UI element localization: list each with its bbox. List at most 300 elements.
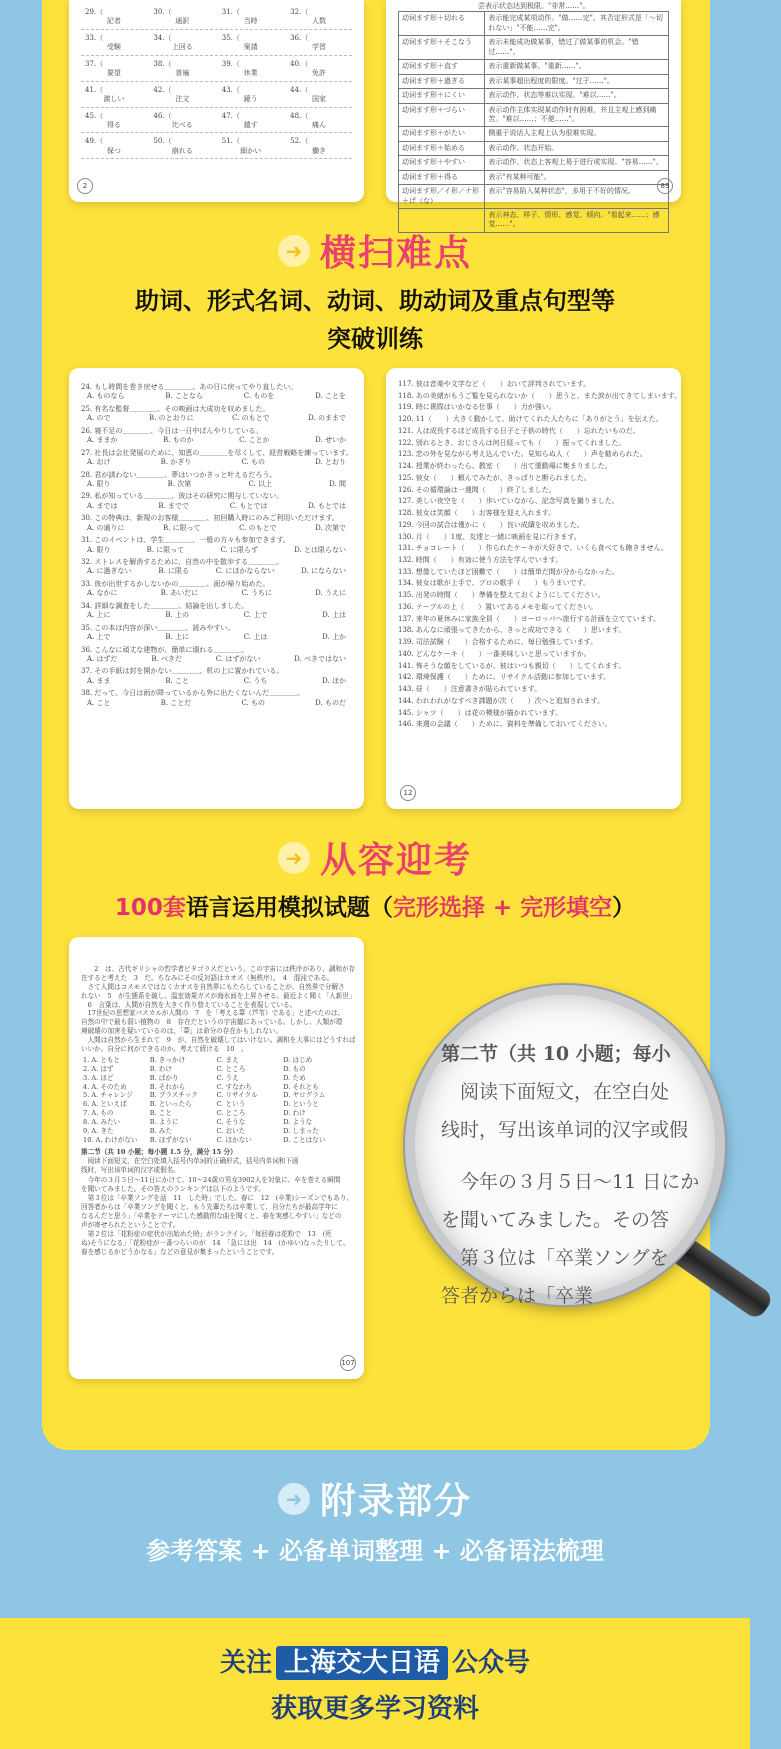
option: A. 限り: [87, 545, 111, 554]
vocab-word: 激しい: [103, 95, 125, 104]
option: C. そうな: [216, 1118, 246, 1127]
magnified-line: 答者からは「卒業: [441, 1285, 594, 1307]
option: D. それとも: [283, 1082, 319, 1091]
question-text: 136. テーブルの上（ ）置いてあるメモを取ってください。: [398, 602, 598, 611]
vocab-word: 休業: [243, 69, 258, 78]
page-number: 107: [340, 1355, 356, 1371]
vocab-word: 通訳: [175, 17, 190, 26]
grid-number-row: [81, 60, 352, 69]
blank-number: 40.（: [290, 59, 309, 68]
question-text: 134. 彼女は歌が上手で、プロの歌手（ ）もうまいです。: [398, 579, 591, 588]
option: A. の通りに: [87, 523, 125, 532]
instruction-line: 线时，写出该单词的汉字或假名。: [81, 1165, 180, 1174]
option: 5. A. チャレンジ: [83, 1091, 133, 1100]
blank-number: 44.（: [290, 85, 309, 94]
option: D. べきではない: [294, 654, 346, 663]
passage-line: 6 言葉は、人間が自然を大きく作り替えていることを表現している。: [81, 1000, 297, 1009]
vocab-word: 要望: [106, 69, 121, 78]
grid-number-row: [81, 86, 352, 95]
grammar-meaning: 表示某事超出程度的限度。"过于……"。: [485, 74, 669, 88]
question-text: 129. 今回の試合は僅かに（ ）良い成績を収めました。: [398, 520, 584, 529]
option-row: [81, 546, 352, 555]
table-row: [399, 170, 669, 184]
option: A. おけ: [87, 458, 111, 467]
option-row: [81, 1056, 352, 1065]
grid-answer-row: [81, 17, 352, 29]
question-text: 25. 有名な監督＿＿＿＿、その映画は大成功を収めました。: [81, 404, 270, 413]
question-text: 36. こんなに頑丈な建物が、簡単に壊れる＿＿＿＿。: [81, 645, 249, 654]
blank-number: 41.（: [85, 85, 104, 94]
option: B. ものか: [163, 436, 194, 445]
grammar-pattern: 动词ます形＋得る: [399, 170, 485, 184]
option: C. ものを: [243, 392, 275, 401]
passage-line: 春を感じるかどうかなる」などの意見が集まったということです。: [81, 1247, 279, 1256]
option: D. ため: [283, 1073, 306, 1082]
option: D. にならない: [301, 567, 346, 576]
table-row: [399, 156, 669, 170]
grammar-meaning: 表示能完成某项动作。"做……完"。其否定形式是「～切れない」"不能……完"。: [485, 12, 669, 36]
option: C. うちに: [241, 589, 272, 598]
option-row: [81, 589, 352, 598]
option: B. 次第: [167, 479, 192, 488]
option: B. ことだ: [160, 698, 192, 707]
option: C. うえ: [216, 1073, 239, 1082]
blank-number: 29.（: [85, 8, 104, 16]
passage-line: 回答者からは「卒業ソングを聞くと、もう先輩たちは卒業して、自分たちが最高学年に: [81, 1203, 338, 1212]
option: B. みた: [149, 1127, 172, 1136]
option: C. ところ: [216, 1109, 246, 1118]
vocab-word: 普遍: [175, 69, 190, 78]
vocab-word: 得る: [106, 120, 121, 129]
grammar-pattern: 动词ます形＋切れる: [399, 12, 485, 36]
vocab-word: 細かい: [240, 146, 262, 155]
passage-line: れない 5 が生態系を破し、温室効果ガスが海水面を上昇させる。最近よく聞く「人新世」: [81, 991, 356, 1000]
option-row: [81, 436, 352, 445]
question-text: 34. 詳細な調査をした＿＿＿＿、結論を出しました。: [81, 601, 249, 610]
question-text: 35. この本は内容が深い＿＿＿＿、読みやすい。: [81, 623, 235, 632]
passage-line: 今年の３月５日～11日にかけて、10～24歳の男女3902人を対象に、卒を巻える瞬間: [81, 1176, 341, 1185]
blank-number: 35.（: [221, 33, 240, 42]
subtitle-highlight: 完形选择 + 完形填空: [392, 895, 613, 921]
option: D. もとでは: [308, 501, 346, 510]
vocab-word: 免許: [312, 69, 327, 78]
question-text: 145. シャツ（ ）は花の模様が描かれています。: [398, 708, 563, 717]
option-row: [81, 1127, 352, 1136]
question-text: 141. 怖そうな顔をしているが、彼はいつも親切（ ）してくれます。: [398, 661, 626, 670]
grid-number-row: [81, 112, 352, 121]
vocab-word: 注文: [175, 95, 190, 104]
blank-number: 34.（: [153, 33, 172, 42]
question-text: 135. 出発の時間（ ）準備を整えておくようにしてください。: [398, 591, 605, 600]
option-row: [81, 458, 352, 467]
blank-number: 52.（: [290, 137, 309, 146]
question-text: 142. 環境保護（ ）ために、リサイクル活動に参加しています。: [398, 673, 611, 682]
blank-number: 49.（: [85, 137, 104, 146]
footer-banner: [0, 1618, 750, 1749]
passage-line: 自然の中で最も弱い植物の 8 存在だというの宇宙観にあっている。しかし、人類が環: [81, 1018, 343, 1027]
option: 8. A. みたい: [83, 1118, 121, 1127]
page-number: 2: [77, 178, 93, 194]
blank-number: 30.（: [153, 8, 172, 16]
question-text: 127. 美しい夜空を（ ）歩いていながら、記念写真を撮りました。: [398, 497, 619, 506]
magnified-line: 阅读下面短文，在空白处: [441, 1081, 670, 1103]
question-text: 28. 君が誘わない＿＿＿＿、夢はいつかきっと叶えるだろう。: [81, 470, 277, 479]
blank-number: 37.（: [85, 59, 104, 68]
vocab-word: 崩れる: [171, 146, 193, 155]
passage-line: 第３位は「卒業ソングを話 11 した時」でした。春に 12 (卒業)シーズンでもあり、: [81, 1194, 354, 1203]
blank-number: 43.（: [221, 85, 240, 94]
option: C. まえ: [216, 1055, 239, 1064]
vocab-word: 働き: [312, 146, 327, 155]
passage-line: 人間は自然から生まれて 9 が、自然を破壊してはいけない。調和を大事にはどうすれば: [81, 1036, 356, 1045]
option-row: [81, 502, 352, 511]
question-text: 29. 私が知っている＿＿＿＿、彼はその研究に関与していない。: [81, 492, 284, 501]
question-text: 30. この特典は、新規のお客様＿＿＿＿、初回購入時にのみご利用いただけます。: [81, 514, 339, 523]
option: 6. A. といえば: [83, 1100, 127, 1109]
option: 10. A. わけがない: [83, 1135, 138, 1144]
option-row: [81, 611, 352, 620]
question-text: 131. チョコレート（ ）作られたケーキが大好きで、いくら食べても飽きません。: [398, 544, 668, 553]
book-page-cloze: [69, 937, 364, 1379]
book-page-fill-in: [386, 368, 681, 809]
follow-suffix: 公众号: [452, 1648, 531, 1678]
grammar-meaning: 表示动作主体实现某动作时有困难，并且主观上感到痛苦。"难以……；不便……"。: [485, 103, 669, 127]
question-text: 128. 彼女は笑顔（ ）お客様を迎え入れます。: [398, 509, 556, 518]
question-text: 143. 昼（ ）注意書きが貼られています。: [398, 685, 542, 694]
question-text: 139. 司法試験（ ）合格するために、毎日勉強しています。: [398, 638, 598, 647]
magnified-line: 第二节（共 10 小题；每小: [441, 1043, 671, 1065]
option: B. 上に: [165, 633, 189, 642]
grammar-pattern: 动词ます形＋直す: [399, 60, 485, 74]
grammar-table: [398, 11, 669, 232]
option: A. 上で: [87, 633, 111, 642]
passage-line: 境破壊の加害を疑いているのは、「葦」は命分の存在かもしれない。: [81, 1027, 283, 1036]
grammar-pattern: 动词ます形＋始める: [399, 141, 485, 155]
book-page-grammar-table: [386, 0, 681, 229]
question-text: 140. どんなケーキ（ ）一番美味しいと思っていますか。: [398, 649, 591, 658]
vocab-word: 越す: [243, 120, 258, 129]
option: C. ことか: [239, 436, 270, 445]
magnifier-lens: [405, 985, 725, 1305]
option: D. ものだ: [315, 698, 346, 707]
section-subtitle-line1: 助词、形式名词、动词、助动词及重点句型等: [135, 287, 615, 315]
vocab-word: 痛ん: [312, 120, 327, 129]
option-row: [81, 1136, 352, 1145]
option-row: [81, 392, 352, 401]
grid-answer-row: [81, 69, 352, 81]
question-text: 125. 彼女（ ）頼んでみたが、きっぱりと断られました。: [398, 473, 591, 482]
instruction-line: 阅读下面短文，在空白处填入括号内单词的正确形式，括号内单词和下画: [81, 1156, 299, 1165]
question-text: 26. 寝不足の＿＿＿＿、今日は一日中ぼんやりしている。: [81, 426, 263, 435]
follow-line: [0, 1642, 750, 1679]
option: D. 上か: [322, 633, 346, 642]
passage-line: いいか。自分に何ができるのか。考えて続ける 10 。: [81, 1045, 248, 1054]
passage-line: 17世紀の思想家パスカルが人間の 7 を「考える葦（芦苇）である」と述べたのは、: [81, 1009, 345, 1018]
section-subtitle-line2: 突破训练: [327, 325, 423, 353]
passage-line: 声が寄せられたということです。: [81, 1220, 180, 1229]
blank-number: 50.（: [153, 137, 172, 146]
option: C. ほかない: [216, 1135, 252, 1144]
section-title: 横扫难点: [319, 233, 472, 274]
blank-number: 39.（: [221, 59, 240, 68]
question-text: 146. 来週の会議（ ）ために、資料を準備しておいてください。: [398, 720, 612, 729]
table-row: [399, 74, 669, 88]
grammar-pattern: 动词ます形＋にくい: [399, 89, 485, 103]
option: D. せいか: [315, 436, 346, 445]
option: D. はじめ: [283, 1055, 313, 1064]
option: D. わけ: [283, 1109, 306, 1118]
book-page-choice: [69, 368, 364, 809]
option: D. 間: [329, 479, 346, 488]
option: A. ものなら: [87, 392, 125, 401]
option: B. 上の: [165, 611, 189, 620]
passage-line: ぬ)そうになる」「花粉症が一番つらいのが 14 「急には出 14 (かゆい)なったりして、: [81, 1238, 350, 1247]
vocab-word: 学習: [312, 43, 327, 52]
option: D. のままで: [308, 414, 346, 423]
grid-answer-row: [81, 95, 352, 107]
question-text: 33. 彼が出世するかしないかの＿＿＿＿、面が帰り始めた。: [81, 579, 270, 588]
question-text: 24. もし時間を巻き戻せる＿＿＿＿、あの日に戻ってやり直したい。: [81, 383, 298, 391]
option: B. に限って: [146, 545, 185, 554]
option-row: [81, 1074, 352, 1083]
blank-number: 45.（: [85, 111, 104, 120]
option: D. うえに: [315, 589, 346, 598]
arrow-right-icon: ➜: [278, 842, 310, 874]
page-number: 89: [657, 178, 673, 194]
option: B. わけ: [149, 1064, 172, 1073]
grammar-meaning: 侧重于说话人主观上认为很难实现。: [485, 127, 669, 141]
grammar-meaning: 表示"有某种可能"。: [485, 170, 669, 184]
option-row: [81, 1100, 352, 1109]
option: B. ばかり: [149, 1073, 179, 1082]
blank-number: 42.（: [153, 85, 172, 94]
grammar-meaning: 表示未能成功做某事，错过了做某事的机会。"错过……"。: [485, 36, 669, 60]
option-row: [81, 480, 352, 489]
option: B. に限って: [163, 523, 201, 532]
subtitle-count: 100套: [114, 895, 186, 921]
option: D. ことを: [315, 392, 346, 401]
question-text: 123. 恋の外を見ながら考え込んでいた。見知らぬ人（ ）声を勧められた。: [398, 450, 647, 459]
magnified-line: を聞いてみました。その答: [441, 1209, 670, 1231]
option: B. こと: [149, 1109, 172, 1118]
option: C. はずがない: [215, 654, 261, 663]
section-breakthrough: [0, 225, 750, 358]
passage-line: 2 は、古代ギリシャの哲学者ピタゴラスだという。この宇宙には秩序があり、調和が存: [81, 965, 356, 973]
question-text: 133. 想像していたほど困難で（ ）は簡単だ間が分からなかった。: [398, 567, 619, 576]
option: B. べきだ: [151, 654, 182, 663]
grammar-pattern: 动词ます形＋過ぎる: [399, 74, 485, 88]
grammar-meaning: 表示动作、状态等难以实现。"难以……"。: [485, 89, 669, 103]
question-text: 118. あの美緒がもうご覧を見られないか（ ）思うと、また涙が出てきてしまいます。: [398, 391, 682, 400]
option: D. もの: [283, 1064, 306, 1073]
question-text: 124. 授業が終わったら、教室（ ）出て運動場に集まりました。: [398, 462, 612, 471]
option-row: [81, 699, 352, 708]
option: C. おいた: [216, 1127, 246, 1136]
option: C. にほかならない: [215, 567, 275, 576]
vocab-word: 記者: [106, 17, 121, 26]
grid-answer-row: [81, 121, 352, 133]
option: A. までは: [87, 501, 118, 510]
section-subtitle: 参考答案 + 必备单词整理 + 必备语法梳理: [146, 1537, 604, 1565]
option-row: [81, 524, 352, 533]
question-text: 119. 時に貴際はいかなる仕事（ ）力が強い。: [398, 403, 556, 412]
question-text: 27. 社長は会社発展のために、知恵の＿＿＿＿を尽くして、経営戦略を練っています。: [81, 448, 353, 457]
option: D. 上は: [322, 611, 346, 620]
blank-number: 47.（: [221, 111, 240, 120]
passage-line: 第２位は「花粉症の症状が出始めた時」がランクイン。「毎回春は花粉で 13 (死: [81, 1229, 332, 1238]
blank-number: 31.（: [221, 8, 240, 16]
question-text: 130. 月（ ）1度、友達と一緒に映画を見に行きます。: [398, 532, 581, 541]
option-row: [81, 633, 352, 642]
option: C. リサイクル: [216, 1091, 258, 1100]
option: B. かぎり: [160, 458, 192, 467]
question-text: 126. その循環論は一週間（ ）終了しました。: [398, 485, 556, 494]
question-text: 37. その手紙は封を開かない＿＿＿＿、机の上に置かれている。: [81, 667, 284, 676]
question-text: 120. 11（ ）大きく動かして、助けてくれた人たちに「ありがとう」を伝えた。: [398, 415, 663, 424]
option: C. のもとで: [232, 414, 270, 423]
option: A. こと: [87, 698, 111, 707]
option: A. なかに: [87, 589, 118, 598]
option: C. という: [216, 1100, 246, 1109]
option: A. ままか: [87, 436, 118, 445]
option: 4. A. そのため: [83, 1082, 127, 1091]
option: 3. A. ほど: [83, 1073, 114, 1082]
table-row: [399, 36, 669, 60]
passage-line: なるんだと思う」「卒業をテーマにした感動的な曲を聞くと、春を実感しやすい」などの: [81, 1212, 342, 1221]
magnified-line: 今年の３月５日～11 日にか: [441, 1171, 700, 1193]
blank-number: 36.（: [290, 33, 309, 42]
account-name-badge[interactable]: 上海交大日语: [276, 1646, 448, 1680]
option: B. プラスチック: [149, 1091, 198, 1100]
vocab-word: 当時: [243, 17, 258, 26]
option: B. のとおりに: [149, 414, 194, 423]
section-label: 第二节（共 10 小题；每小题 1.5 分，满分 15 分）: [81, 1147, 237, 1156]
subtitle-end: ）: [612, 895, 636, 921]
follow-prefix: 关注: [219, 1648, 272, 1678]
grammar-pattern: 动词ます形＋そこなう: [399, 36, 485, 60]
option: C. すなわち: [216, 1082, 252, 1091]
vocab-word: 案請: [243, 43, 258, 52]
option: D. とは限らない: [294, 545, 346, 554]
question-text: 132. 時間（ ）有効に使う方法を学んでいます。: [398, 556, 563, 565]
option: 9. A. きた: [83, 1127, 114, 1136]
option: C. 以上: [248, 479, 272, 488]
question-text: 122. 別れるとき、おじさんは何日経っても（ ）振ってくれました。: [398, 438, 626, 447]
arrow-right-icon: ➜: [278, 235, 310, 267]
table-row: [399, 141, 669, 155]
table-row: [399, 89, 669, 103]
option: D. ような: [283, 1118, 313, 1127]
grid-answer-row: [81, 43, 352, 55]
question-text: 138. あんなに頑張ってきたから、きっと成功できる（ ）思います。: [398, 626, 626, 635]
blank-number: 46.（: [153, 111, 172, 120]
option: B. までで: [158, 501, 189, 510]
blank-number: 33.（: [85, 33, 104, 42]
option: C. もとでは: [229, 501, 268, 510]
grid-number-row: [81, 34, 352, 43]
option: B. きっかけ: [149, 1055, 186, 1064]
table-row: [399, 127, 669, 141]
arrow-right-icon: ➜: [278, 1483, 310, 1515]
grammar-pattern: 动词ます形＋がたい: [399, 127, 485, 141]
table-top-text: 尝表示状态达到极限。"非常……"。: [478, 2, 590, 10]
option: C. 上は: [243, 633, 268, 642]
option-row: [81, 1065, 352, 1074]
option: D. ことはない: [283, 1135, 326, 1144]
table-row: [399, 12, 669, 36]
blank-number: 32.（: [290, 8, 309, 16]
passage-line: 在すると考えた 3 だ。ちなみにその反対語はカオス（無秩序）。 4 混沌である。: [81, 973, 334, 982]
option-row: [81, 677, 352, 686]
option: C. もの: [241, 698, 265, 707]
table-row: [399, 185, 669, 209]
option: A. はずだ: [87, 654, 118, 663]
option: B. あいだに: [160, 589, 199, 598]
table-row: [399, 60, 669, 74]
question-text: 32. ストレスを解消するために、自然の中を散歩する＿＿＿＿。: [81, 558, 284, 566]
option-row: [81, 1083, 352, 1092]
option: D. とおり: [315, 458, 346, 467]
option: 7. A. もの: [83, 1109, 114, 1118]
option: B. に限る: [158, 567, 189, 576]
blank-number: 51.（: [221, 137, 240, 146]
grid-answer-row: [81, 147, 352, 159]
option: C. に限らず: [220, 545, 258, 554]
grid-number-row: [81, 137, 352, 146]
grammar-pattern: 动词ます形＋づらい: [399, 103, 485, 127]
option: C. ところ: [216, 1064, 246, 1073]
blank-number: 38.（: [153, 59, 172, 68]
more-materials-line: 获取更多学习资料: [270, 1694, 479, 1724]
option: 1. A. ともと: [83, 1055, 121, 1064]
vocab-word: 上回る: [171, 43, 193, 52]
option: D. しまった: [283, 1127, 319, 1136]
magnified-line: 第３位は「卒業ソングを: [441, 1247, 669, 1269]
vocab-word: 鏡う: [243, 95, 258, 104]
question-text: 38. だって、今日は雨が降っているから外に出たくないんだ＿＿＿＿。: [81, 689, 305, 698]
option: B. こと: [165, 676, 189, 685]
passage-line: を聞いてみました。その答えのランキングは以下のようです。: [81, 1185, 265, 1194]
section-subtitle: [0, 889, 750, 927]
vocab-word: 保つ: [106, 146, 121, 155]
vocab-word: 国家: [312, 95, 327, 104]
option: C. もの: [241, 458, 265, 467]
grammar-pattern: 动词ます形＋やすい: [399, 156, 485, 170]
section-title: 附录部分: [319, 1481, 472, 1522]
option: C. のもとで: [239, 523, 277, 532]
option: B. といったら: [149, 1100, 192, 1109]
grammar-meaning: 表示神态、样子、情形、感觉、倾向。"看起来……；感觉……"。: [485, 209, 669, 233]
page-number: 12: [400, 785, 416, 801]
vocab-word: 人数: [312, 17, 327, 26]
question-text: 144. われわれがなすべき課題が次（ ）次へと追加されます。: [398, 696, 605, 705]
option: A. ので: [87, 414, 111, 423]
grammar-meaning: 表示动作、状态上客观上易于进行或实现。"容易……"。: [485, 156, 669, 170]
option: D. ヤログラム: [283, 1091, 326, 1100]
passage-line: さて人間はコスモスではなくカオスを自然界にもたらしていることが、自然界で分解さ: [81, 982, 345, 991]
option: 2. A. はず: [83, 1064, 114, 1073]
option: B. ことなら: [165, 392, 203, 401]
table-row: [399, 103, 669, 127]
section-appendix: [0, 1473, 750, 1570]
question-text: 121. 人は成長するほど成長する日子と子供の時代（ ）忘れたいものだ。: [398, 426, 640, 435]
option-row: [81, 1118, 352, 1127]
magnified-line: 线时，写出该单词的汉字或假: [441, 1119, 689, 1141]
grammar-meaning: 表示动作、状态开始。: [485, 141, 669, 155]
blank-number: 48.（: [290, 111, 309, 120]
option: B. ように: [149, 1118, 179, 1127]
section-exam-prep: [0, 832, 750, 927]
